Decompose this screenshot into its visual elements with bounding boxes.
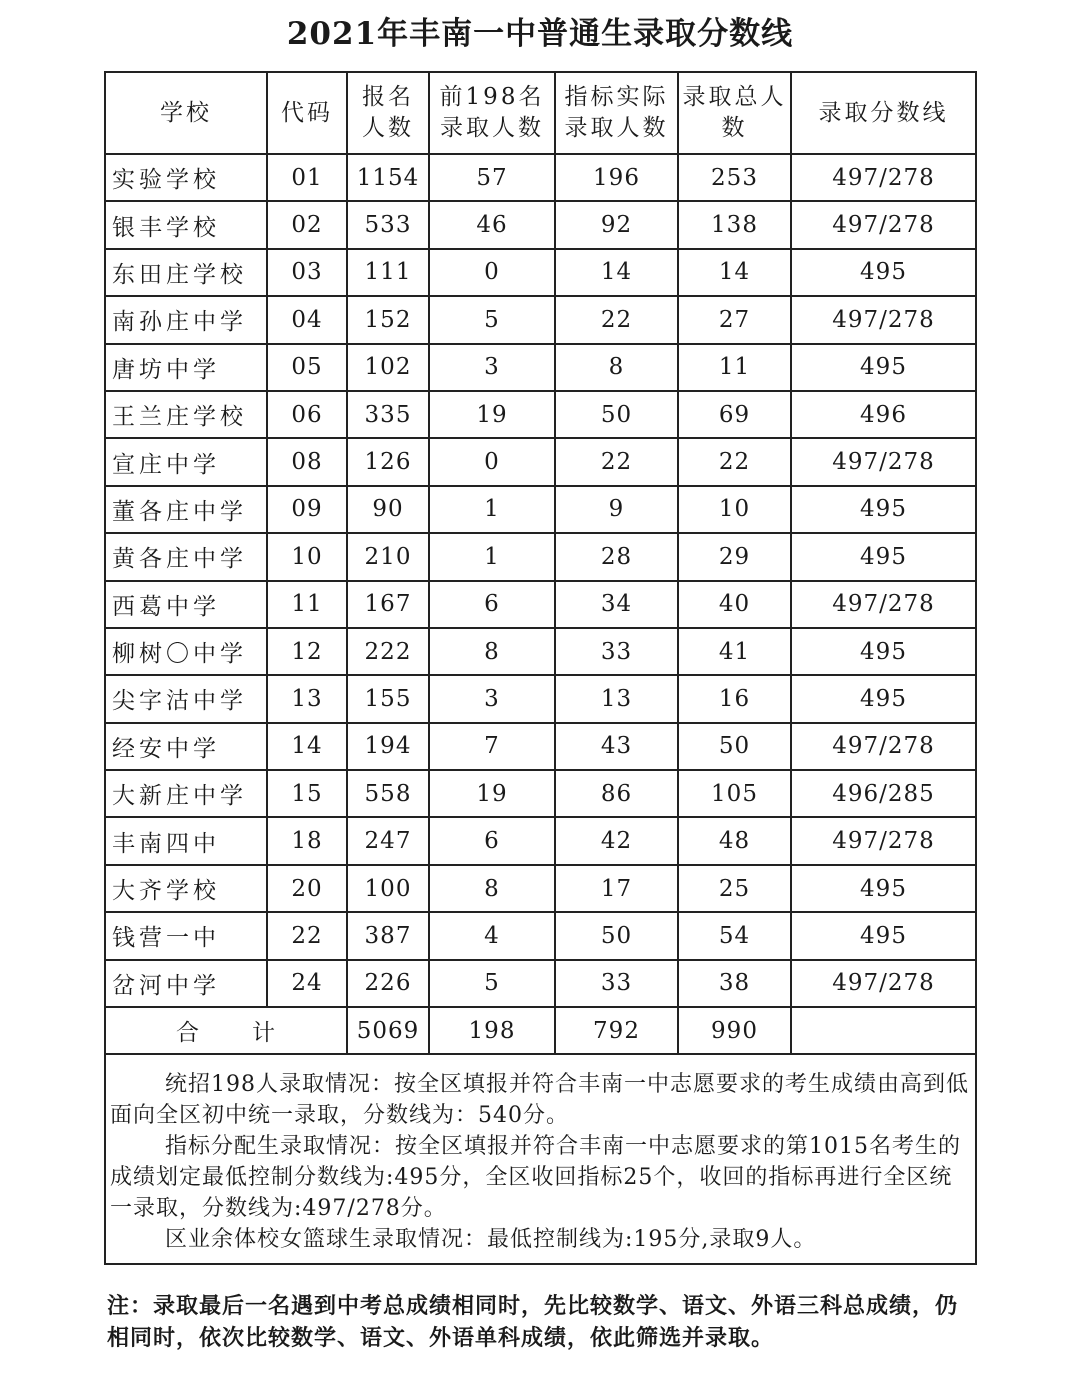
table-row [105, 628, 976, 675]
cell-quota: 28 [555, 533, 678, 580]
cell-school: 大齐学校 [105, 865, 267, 912]
cell-code: 22 [267, 912, 347, 959]
cell-total: 27 [678, 296, 791, 343]
cell-total: 29 [678, 533, 791, 580]
cell-code: 14 [267, 723, 347, 770]
cell-top198: 3 [429, 344, 555, 391]
header-school: 学校 [105, 72, 267, 154]
cell-code: 24 [267, 960, 347, 1007]
cell-applicants: 247 [347, 817, 429, 864]
cell-school: 尖字沽中学 [105, 675, 267, 722]
cell-cutoff: 495 [791, 533, 976, 580]
cell-school: 唐坊中学 [105, 344, 267, 391]
note-sports: 区业余体校女篮球生录取情况：最低控制线为:195分,录取9人。 [165, 1227, 817, 1253]
cell-school: 南孙庄中学 [105, 296, 267, 343]
cell-applicants: 558 [347, 770, 429, 817]
total-total: 990 [678, 1007, 791, 1054]
cell-top198: 19 [429, 391, 555, 438]
cell-code: 03 [267, 249, 347, 296]
cell-cutoff: 495 [791, 628, 976, 675]
cell-total: 10 [678, 486, 791, 533]
cell-code: 13 [267, 675, 347, 722]
cell-quota: 22 [555, 296, 678, 343]
cell-total: 25 [678, 865, 791, 912]
cell-total: 105 [678, 770, 791, 817]
table-row [105, 770, 976, 817]
cell-total: 11 [678, 344, 791, 391]
total-top198: 198 [429, 1007, 555, 1054]
cell-cutoff: 495 [791, 912, 976, 959]
cell-quota: 50 [555, 391, 678, 438]
table-row [105, 912, 976, 959]
cell-total: 41 [678, 628, 791, 675]
cell-total: 138 [678, 201, 791, 248]
cell-applicants: 194 [347, 723, 429, 770]
cell-total: 38 [678, 960, 791, 1007]
cell-cutoff: 495 [791, 865, 976, 912]
cell-total: 54 [678, 912, 791, 959]
table-row [105, 817, 976, 864]
cell-applicants: 222 [347, 628, 429, 675]
cell-code: 04 [267, 296, 347, 343]
cell-school: 黄各庄中学 [105, 533, 267, 580]
table-row [105, 249, 976, 296]
cell-total: 50 [678, 723, 791, 770]
total-label-ji: 计 [252, 1020, 276, 1047]
cell-total: 253 [678, 154, 791, 201]
cell-applicants: 126 [347, 438, 429, 485]
cell-total: 14 [678, 249, 791, 296]
cell-top198: 46 [429, 201, 555, 248]
admission-table [104, 71, 977, 1265]
table-row [105, 344, 976, 391]
cell-code: 08 [267, 438, 347, 485]
cell-top198: 8 [429, 865, 555, 912]
cell-code: 15 [267, 770, 347, 817]
cell-applicants: 167 [347, 581, 429, 628]
cell-top198: 57 [429, 154, 555, 201]
table-row [105, 296, 976, 343]
cell-applicants: 533 [347, 201, 429, 248]
cell-code: 18 [267, 817, 347, 864]
cell-cutoff: 497/278 [791, 438, 976, 485]
cell-cutoff: 497/278 [791, 723, 976, 770]
cell-code: 05 [267, 344, 347, 391]
table-row [105, 391, 976, 438]
cell-top198: 5 [429, 296, 555, 343]
cell-cutoff: 497/278 [791, 960, 976, 1007]
cell-top198: 4 [429, 912, 555, 959]
cell-top198: 1 [429, 486, 555, 533]
cell-applicants: 335 [347, 391, 429, 438]
table-row [105, 960, 976, 1007]
cell-applicants: 226 [347, 960, 429, 1007]
cell-school: 岔河中学 [105, 960, 267, 1007]
cell-code: 20 [267, 865, 347, 912]
table-row [105, 865, 976, 912]
cell-applicants: 210 [347, 533, 429, 580]
cell-quota: 92 [555, 201, 678, 248]
header-code: 代码 [267, 72, 347, 154]
cell-quota: 50 [555, 912, 678, 959]
cell-cutoff: 497/278 [791, 817, 976, 864]
cell-code: 12 [267, 628, 347, 675]
cell-top198: 0 [429, 249, 555, 296]
table-row [105, 533, 976, 580]
cell-quota: 9 [555, 486, 678, 533]
cell-cutoff: 495 [791, 344, 976, 391]
table-row [105, 438, 976, 485]
cell-applicants: 111 [347, 249, 429, 296]
cell-school: 丰南四中 [105, 817, 267, 864]
cell-applicants: 155 [347, 675, 429, 722]
total-label-he: 合 [176, 1020, 200, 1047]
cell-school: 王兰庄学校 [105, 391, 267, 438]
cell-top198: 1 [429, 533, 555, 580]
cell-code: 01 [267, 154, 347, 201]
cell-quota: 33 [555, 628, 678, 675]
cell-cutoff: 497/278 [791, 581, 976, 628]
notes-row [105, 1054, 976, 1264]
cell-top198: 5 [429, 960, 555, 1007]
cell-code: 11 [267, 581, 347, 628]
cell-code: 10 [267, 533, 347, 580]
cell-top198: 6 [429, 581, 555, 628]
header-top198: 前198名录取人数 [429, 72, 555, 154]
cell-cutoff: 495 [791, 486, 976, 533]
total-label [105, 1007, 347, 1054]
note-unified: 统招198人录取情况：按全区填报并符合丰南一中志愿要求的考生成绩由高到低面向全区初中统一录取，分数线为：540分。 [110, 1072, 969, 1129]
cell-school: 西葛中学 [105, 581, 267, 628]
cell-top198: 0 [429, 438, 555, 485]
cell-quota: 17 [555, 865, 678, 912]
cell-top198: 6 [429, 817, 555, 864]
cell-applicants: 1154 [347, 154, 429, 201]
cell-applicants: 152 [347, 296, 429, 343]
table-row [105, 201, 976, 248]
total-applicants: 5069 [347, 1007, 429, 1054]
cell-cutoff: 496/285 [791, 770, 976, 817]
cell-code: 06 [267, 391, 347, 438]
cell-school: 宣庄中学 [105, 438, 267, 485]
table-row [105, 723, 976, 770]
header-cutoff: 录取分数线 [791, 72, 976, 154]
cell-quota: 14 [555, 249, 678, 296]
cell-top198: 8 [429, 628, 555, 675]
cell-cutoff: 496 [791, 391, 976, 438]
cell-quota: 42 [555, 817, 678, 864]
cell-cutoff: 495 [791, 249, 976, 296]
cell-school: 柳树〇中学 [105, 628, 267, 675]
table-row [105, 581, 976, 628]
cell-school: 银丰学校 [105, 201, 267, 248]
total-row [105, 1007, 976, 1054]
cell-quota: 13 [555, 675, 678, 722]
footnote: 注：录取最后一名遇到中考总成绩相同时，先比较数学、语文、外语三科总成绩，仍相同时，依次比较数学、语文、外语单科成绩，依此筛选并录取。 [107, 1294, 959, 1351]
cell-applicants: 387 [347, 912, 429, 959]
table-row [105, 675, 976, 722]
cell-applicants: 102 [347, 344, 429, 391]
cell-applicants: 90 [347, 486, 429, 533]
cell-quota: 8 [555, 344, 678, 391]
cell-top198: 19 [429, 770, 555, 817]
table-body [105, 154, 976, 1264]
note-quota: 指标分配生录取情况：按全区填报并符合丰南一中志愿要求的第1015名考生的成绩划定最低控制分数线为:495分，全区收回指标25个，收回的指标再进行全区统一录取，分数线为:497/278分。 [110, 1134, 961, 1222]
cell-top198: 3 [429, 675, 555, 722]
cell-quota: 43 [555, 723, 678, 770]
cell-school: 实验学校 [105, 154, 267, 201]
cell-top198: 7 [429, 723, 555, 770]
cell-quota: 34 [555, 581, 678, 628]
cell-total: 48 [678, 817, 791, 864]
cell-code: 02 [267, 201, 347, 248]
cell-total: 69 [678, 391, 791, 438]
cell-code: 09 [267, 486, 347, 533]
cell-cutoff: 495 [791, 675, 976, 722]
page-title: 2021年丰南一中普通生录取分数线 [286, 16, 794, 52]
cell-total: 16 [678, 675, 791, 722]
notes-cell [105, 1054, 976, 1264]
header-quota: 指标实际录取人数 [555, 72, 678, 154]
cell-quota: 86 [555, 770, 678, 817]
header-total: 录取总人数 [678, 72, 791, 154]
table-header-row [105, 72, 976, 154]
total-quota: 792 [555, 1007, 678, 1054]
cell-total: 40 [678, 581, 791, 628]
cell-school: 经安中学 [105, 723, 267, 770]
cell-cutoff: 497/278 [791, 201, 976, 248]
table-row [105, 486, 976, 533]
cell-school: 钱营一中 [105, 912, 267, 959]
cell-school: 大新庄中学 [105, 770, 267, 817]
cell-school: 董各庄中学 [105, 486, 267, 533]
cell-total: 22 [678, 438, 791, 485]
cell-applicants: 100 [347, 865, 429, 912]
cell-quota: 196 [555, 154, 678, 201]
cell-cutoff: 497/278 [791, 296, 976, 343]
cell-school: 东田庄学校 [105, 249, 267, 296]
cell-cutoff: 497/278 [791, 154, 976, 201]
cell-quota: 22 [555, 438, 678, 485]
total-cutoff-empty [791, 1007, 976, 1054]
header-applicants: 报名人数 [347, 72, 429, 154]
table-row [105, 154, 976, 201]
cell-quota: 33 [555, 960, 678, 1007]
